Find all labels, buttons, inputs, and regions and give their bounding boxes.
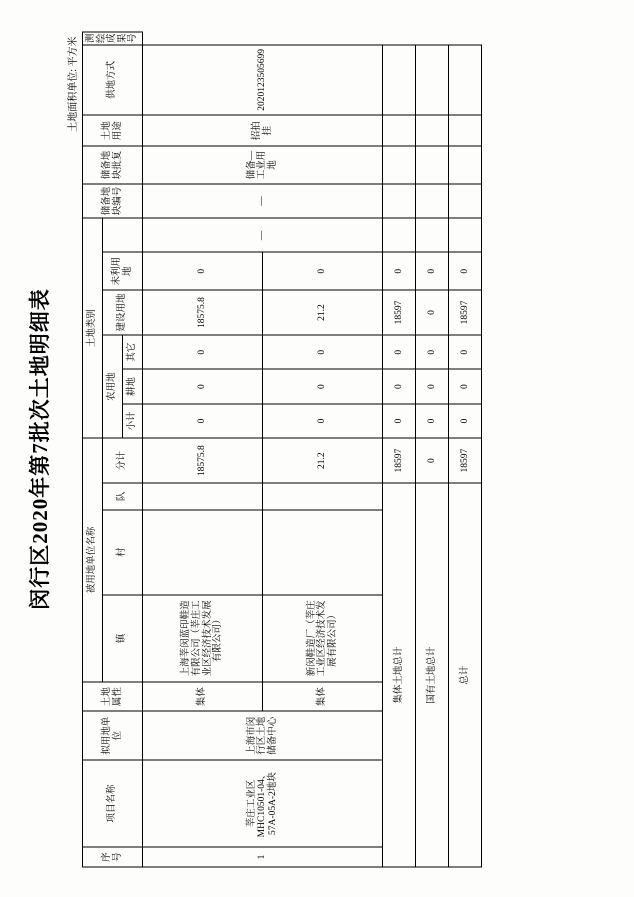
header-farmland-group: 农用地	[103, 335, 123, 438]
table-header-row-1	[83, 32, 103, 867]
summary-blank-reserve-no	[449, 218, 482, 252]
summary-row-total	[449, 32, 482, 867]
header-land-use-unit-group: 被用地单位名称	[83, 438, 103, 682]
header-land-use-type: 土地用途	[83, 115, 143, 146]
summary-blank-supply-method	[416, 115, 449, 146]
summary-blank-survey-no	[383, 44, 416, 115]
header-other: 其它	[123, 335, 143, 369]
summary-construction: 18597	[449, 289, 482, 334]
header-construction: 建设用地	[103, 289, 143, 334]
summary-label: 集体土地总计	[383, 483, 416, 867]
header-farmland-subtotal: 小计	[123, 403, 143, 437]
cell-intended-land-unit: 上海市闵行区土地储备中心	[143, 711, 383, 760]
summary-label: 国有土地总计	[416, 483, 449, 867]
header-land-category-group: 土地类别	[83, 218, 103, 438]
cell-village	[143, 509, 263, 594]
cell-land-use-unit: 上海莘闵蓝印鞋造有限公司（莘庄工业区经济技术发展有限公司）	[143, 594, 263, 681]
summary-row-collective	[383, 32, 416, 867]
summary-other: 0	[383, 335, 416, 369]
cell-unused: 0	[263, 252, 383, 290]
header-village: 村	[103, 509, 143, 594]
summary-other: 0	[416, 335, 449, 369]
header-team: 队	[103, 483, 143, 509]
header-survey-result-no: 测绘成果号	[83, 32, 143, 45]
cell-construction: 21.2	[263, 289, 383, 334]
table-row	[143, 32, 263, 867]
summary-farmland-subtotal: 0	[449, 403, 482, 437]
header-unused: 未利用地	[103, 252, 143, 290]
header-reserve-batch: 储备地块批复	[83, 146, 143, 184]
summary-unused: 0	[449, 252, 482, 290]
summary-construction: 0	[416, 289, 449, 334]
header-town: 镇	[103, 594, 143, 681]
summary-blank-supply-method	[449, 115, 482, 146]
summary-blank-reserve-batch	[449, 183, 482, 217]
summary-subtotal: 18597	[383, 438, 416, 483]
summary-blank-reserve-no	[383, 218, 416, 252]
header-subtotal: 分计	[103, 438, 143, 483]
summary-blank-land-use-type	[449, 146, 482, 184]
cell-survey-result-no: 2020123505699	[143, 44, 383, 115]
cell-farmland-subtotal: 0	[263, 403, 383, 437]
summary-blank-reserve-no	[416, 218, 449, 252]
summary-cultivated: 0	[383, 369, 416, 403]
summary-blank-supply-method	[383, 115, 416, 146]
cell-cultivated: 0	[143, 369, 263, 403]
cell-reserve-batch: —	[143, 183, 383, 217]
summary-blank-reserve-batch	[383, 183, 416, 217]
summary-construction: 18597	[383, 289, 416, 334]
summary-unused: 0	[416, 252, 449, 290]
summary-subtotal: 18597	[449, 438, 482, 483]
summary-subtotal: 0	[416, 438, 449, 483]
cell-subtotal: 18575.8	[143, 438, 263, 483]
header-reserve-no: 储备地块编号	[83, 183, 143, 217]
cell-land-use-type: 储备—工业用地	[143, 146, 383, 184]
cell-team	[263, 483, 383, 509]
cell-project-name: 莘庄工业区 MHC10501-04、57A-05A-2地块	[143, 760, 383, 847]
summary-other: 0	[449, 335, 482, 369]
cell-land-use-unit: 新闵鞋造厂（莘庄工业区经济技术发展有限公司）	[263, 594, 383, 681]
header-land-property: 土地属性	[83, 681, 143, 711]
cell-cultivated: 0	[263, 369, 383, 403]
header-cultivated: 耕地	[123, 369, 143, 403]
summary-farmland-subtotal: 0	[416, 403, 449, 437]
cell-farmland-subtotal: 0	[143, 403, 263, 437]
cell-other: 0	[263, 335, 383, 369]
summary-cultivated: 0	[449, 369, 482, 403]
cell-village	[263, 509, 383, 594]
summary-blank-survey-no	[449, 44, 482, 115]
unit-note: 土地面积单位: 平方米	[68, 36, 79, 132]
summary-blank-land-use-type	[416, 146, 449, 184]
summary-cultivated: 0	[416, 369, 449, 403]
page-title: 闵行区2020年第7批次土地明细表	[28, 287, 52, 610]
header-intended-land-unit: 拟用地单位	[83, 711, 143, 760]
cell-construction: 18575.8	[143, 289, 263, 334]
header-index: 序号	[83, 846, 143, 866]
cell-land-property: 集体	[143, 681, 263, 711]
cell-reserve-no: —	[143, 218, 383, 252]
summary-blank-land-use-type	[383, 146, 416, 184]
header-supply-method: 供地方式	[83, 44, 143, 115]
summary-blank-reserve-batch	[416, 183, 449, 217]
land-detail-table	[82, 31, 482, 867]
cell-other: 0	[143, 335, 263, 369]
summary-blank-survey-no	[416, 44, 449, 115]
header-project-name: 项目名称	[83, 760, 143, 847]
cell-subtotal: 21.2	[263, 438, 383, 483]
summary-label: 总计	[449, 483, 482, 867]
summary-farmland-subtotal: 0	[383, 403, 416, 437]
cell-index: 1	[143, 846, 383, 866]
summary-row-state	[416, 32, 449, 867]
summary-unused: 0	[383, 252, 416, 290]
cell-land-property: 集体	[263, 681, 383, 711]
cell-supply-method: 招拍挂	[143, 115, 383, 146]
cell-team	[143, 483, 263, 509]
cell-unused: 0	[143, 252, 263, 290]
